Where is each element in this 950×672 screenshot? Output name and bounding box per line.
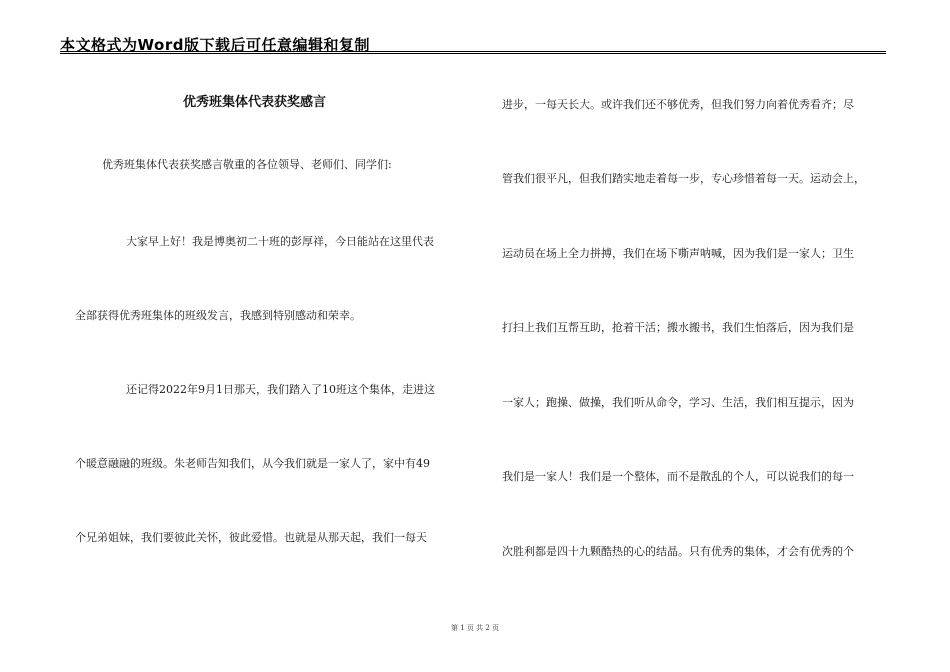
left-line-6: 个兄弟姐妹，我们要彼此关怀，彼此爱惜。也就是从那天起，我们一每天 [75,531,427,544]
right-line-7: 次胜利都是四十九颗酷热的心的结晶。只有优秀的集体，才会有优秀的个 [502,545,854,558]
right-line-5: 一家人；跑操、做操，我们听从命令，学习、生活，我们相互提示，因为 [502,396,854,409]
right-line-1: 进步，一每天长大。或许我们还不够优秀，但我们努力向着优秀看齐；尽 [502,98,854,111]
right-line-6: 我们是一家人！我们是一个整体，而不是散乱的个人，可以说我们的每一 [502,470,854,483]
left-line-4: 还记得2022年9月1日那天，我们踏入了10班这个集体，走进这 [126,383,435,396]
document-banner: 本文格式为Word版下载后可任意编辑和复制 [60,36,370,54]
right-line-3: 运动员在场上全力拼搏，我们在场下嘶声呐喊，因为我们是一家人；卫生 [502,247,854,260]
banner-divider [60,51,886,54]
left-line-1: 优秀班集体代表获奖感言敬重的各位领导、老师们、同学们: [102,158,392,171]
right-line-2: 管我们很平凡，但我们踏实地走着每一步，专心珍惜着每一天。运动会上， [502,172,865,185]
left-line-5: 个暖意融融的班级。朱老师告知我们，从今我们就是一家人了，家中有49 [75,457,430,470]
document-title: 优秀班集体代表获奖感言 [183,95,327,110]
left-line-3: 全部获得优秀班集体的班级发言，我感到特别感动和荣幸。 [75,309,361,322]
right-line-4: 打扫上我们互帮互助，抢着干活；搬水搬书，我们生怕落后，因为我们是 [502,321,854,334]
page-number: 第 1 页 共 2 页 [450,624,500,632]
left-line-2: 大家早上好！我是博奥初二十班的彭厚祥，今日能站在这里代表 [126,235,434,248]
